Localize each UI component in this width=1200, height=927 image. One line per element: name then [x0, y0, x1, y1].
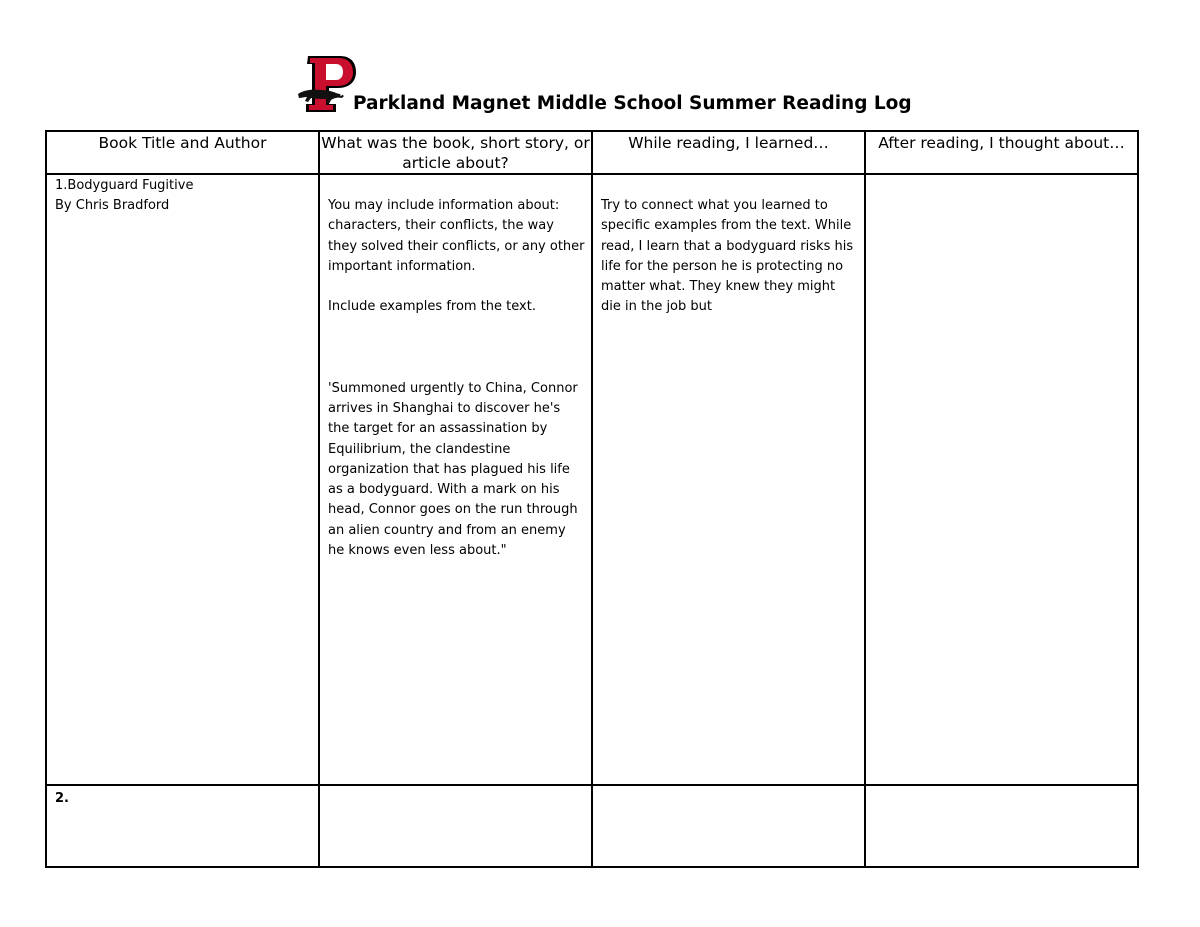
row1-about-text: You may include information about: characters, their conflicts, the way they solved their conflicts, or any other important information. Include examples from the text. 'Summoned urgently to China, Connor arrives in Shanghai to discover he's the target for an assassination by Equilibrium, the clandestine organization that has plagued his life as a bodyguard. With a mark on his head, Connor goes on the run through an alien country and from an enemy he knows even less about."	[328, 198, 585, 559]
row1-about-cell[interactable]	[319, 174, 592, 785]
row1-book-text: 1.Bodyguard Fugitive By Chris Bradford	[55, 178, 194, 214]
row1-learned-cell[interactable]	[592, 174, 865, 785]
row2-about-cell[interactable]	[319, 785, 592, 867]
header-about: What was the book, short story, or article about?	[319, 131, 592, 174]
row1-thought-cell[interactable]	[865, 174, 1138, 785]
header-thought: After reading, I thought about…	[865, 131, 1138, 174]
row1-learned-text: Try to connect what you learned to specific examples from the text. While read, I learn that a bodyguard risks his life for the person he is protecting no matter what. They knew they might die in the job but	[601, 198, 854, 315]
school-p-logo-icon	[296, 54, 356, 114]
row2-book-cell[interactable]	[46, 785, 319, 867]
page-title: Parkland Magnet Middle School Summer Reading Log	[353, 93, 912, 114]
header-book-title: Book Title and Author	[46, 131, 319, 174]
row2-book-text: 2.	[55, 791, 69, 806]
row2-thought-cell[interactable]	[865, 785, 1138, 867]
row1-book-cell[interactable]	[46, 174, 319, 785]
row2-learned-cell[interactable]	[592, 785, 865, 867]
table-row	[46, 174, 1138, 785]
header-learned: While reading, I learned…	[592, 131, 865, 174]
reading-log-table	[45, 130, 1139, 868]
header-row	[46, 131, 1138, 174]
table-row	[46, 785, 1138, 867]
